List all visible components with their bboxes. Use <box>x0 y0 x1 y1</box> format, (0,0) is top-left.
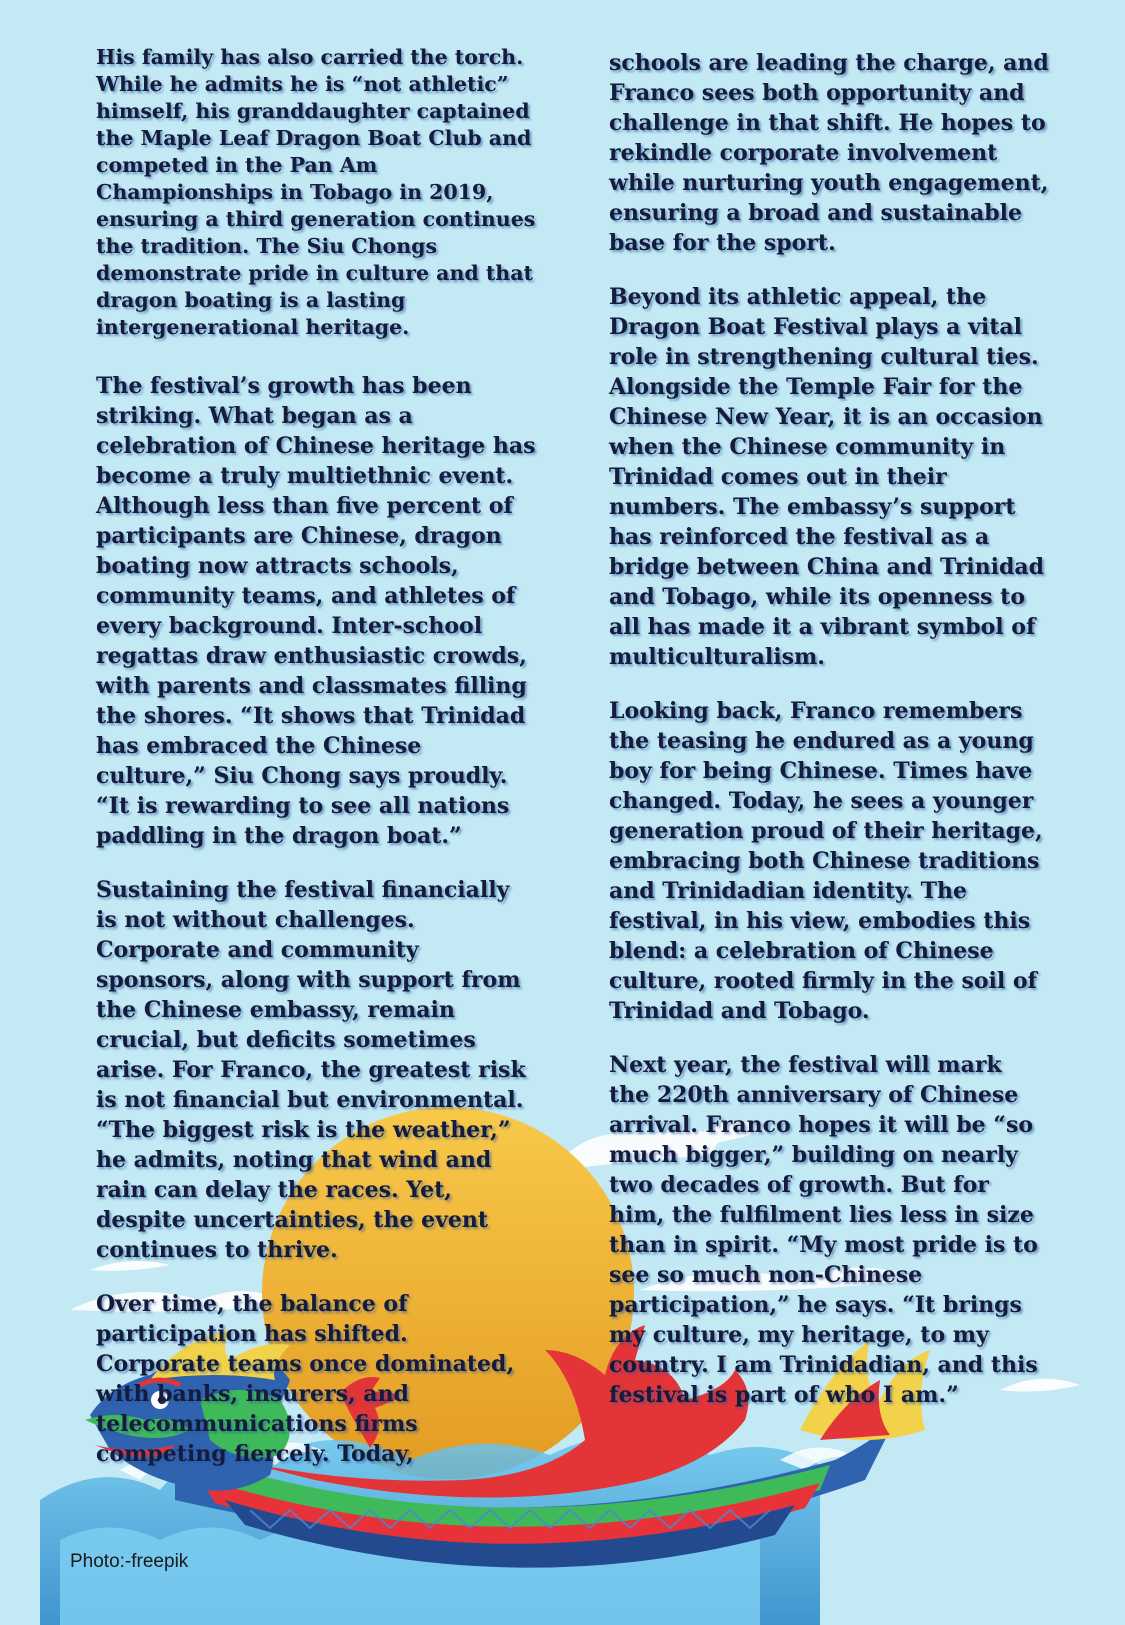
paragraph-schools-leading: schools are leading the charge, and Franco sees both opportunity and challenge in that shift. He hopes to rekindle corporate involvement while nurturing youth engagement, ensuring a broad and sustainable base for the sport. <box>609 50 1049 256</box>
paragraph-next-year: Next year, the festival will mark the 220th anniversary of Chinese arrival. Franco hopes it will be “so much bigger,” building on nearly two decades of growth. But for him, the fulfilment lies less in size than in spirit. “My most pride is to see so much non-Chinese participation,” he says. “It brings my culture, my heritage, to my country. I am Trinidadian, and this festival is part of who I am.” <box>609 1052 1038 1408</box>
article-right-column <box>609 48 1049 1434</box>
paragraph-looking-back: Looking back, Franco remembers the teasing he endured as a young boy for being Chinese. Times have changed. Today, he sees a younger generation proud of their heritage, embracing both Chinese traditions and Trinidadian identity. The festival, in his view, embodies this blend: a celebration of Chinese culture, rooted firmly in the soil of Trinidad and Tobago. <box>609 698 1043 1024</box>
photo-credit: Photo:-freepik <box>70 1551 189 1572</box>
paragraph-family-torch: His family has also carried the torch. While he admits he is “not athletic” himself, his granddaughter captained the Maple Leaf Dragon Boat Club and competed in the Pan Am Championships in Tobago in 2019, ensuring a third generation continues the tradition. The Siu Chongs demonstrate pride in culture and that dragon boating is a lasting intergenerational heritage. <box>96 45 536 339</box>
article-left-column <box>96 44 536 1493</box>
paragraph-cultural-ties: Beyond its athletic appeal, the Dragon Boat Festival plays a vital role in strengthening cultural ties. Alongside the Temple Fair for the Chinese New Year, it is an occasion when the Chinese community in Trinidad comes out in their numbers. The embassy’s support has reinforced the festival as a bridge between China and Trinidad and Tobago, while its openness to all has made it a vibrant symbol of multiculturalism. <box>609 284 1045 670</box>
paragraph-participation-shift: Over time, the balance of participation has shifted. Corporate teams once dominated, with banks, insurers, and telecommunications firms competing fiercely. Today, <box>96 1291 515 1467</box>
paragraph-festival-growth: The festival’s growth has been striking. What began as a celebration of Chinese heritage has become a truly multiethnic event. Although less than five percent of participants are Chinese, dragon boating now attracts schools, community teams, and athletes of every background. Inter-school regattas draw enthusiastic crowds, with parents and classmates filling the shores. “It shows that Trinidad has embraced the Chinese culture,” Siu Chong says proudly. “It is rewarding to see all nations paddling in the dragon boat.” <box>96 373 536 849</box>
paragraph-financial-challenges: Sustaining the festival financially is not without challenges. Corporate and community sponsors, along with support from the Chinese embassy, remain crucial, but deficits sometimes arise. For Franco, the greatest risk is not financial but environmental. “The biggest risk is the weather,” he admits, noting that wind and rain can delay the races. Yet, despite uncertainties, the event continues to thrive. <box>96 877 526 1263</box>
